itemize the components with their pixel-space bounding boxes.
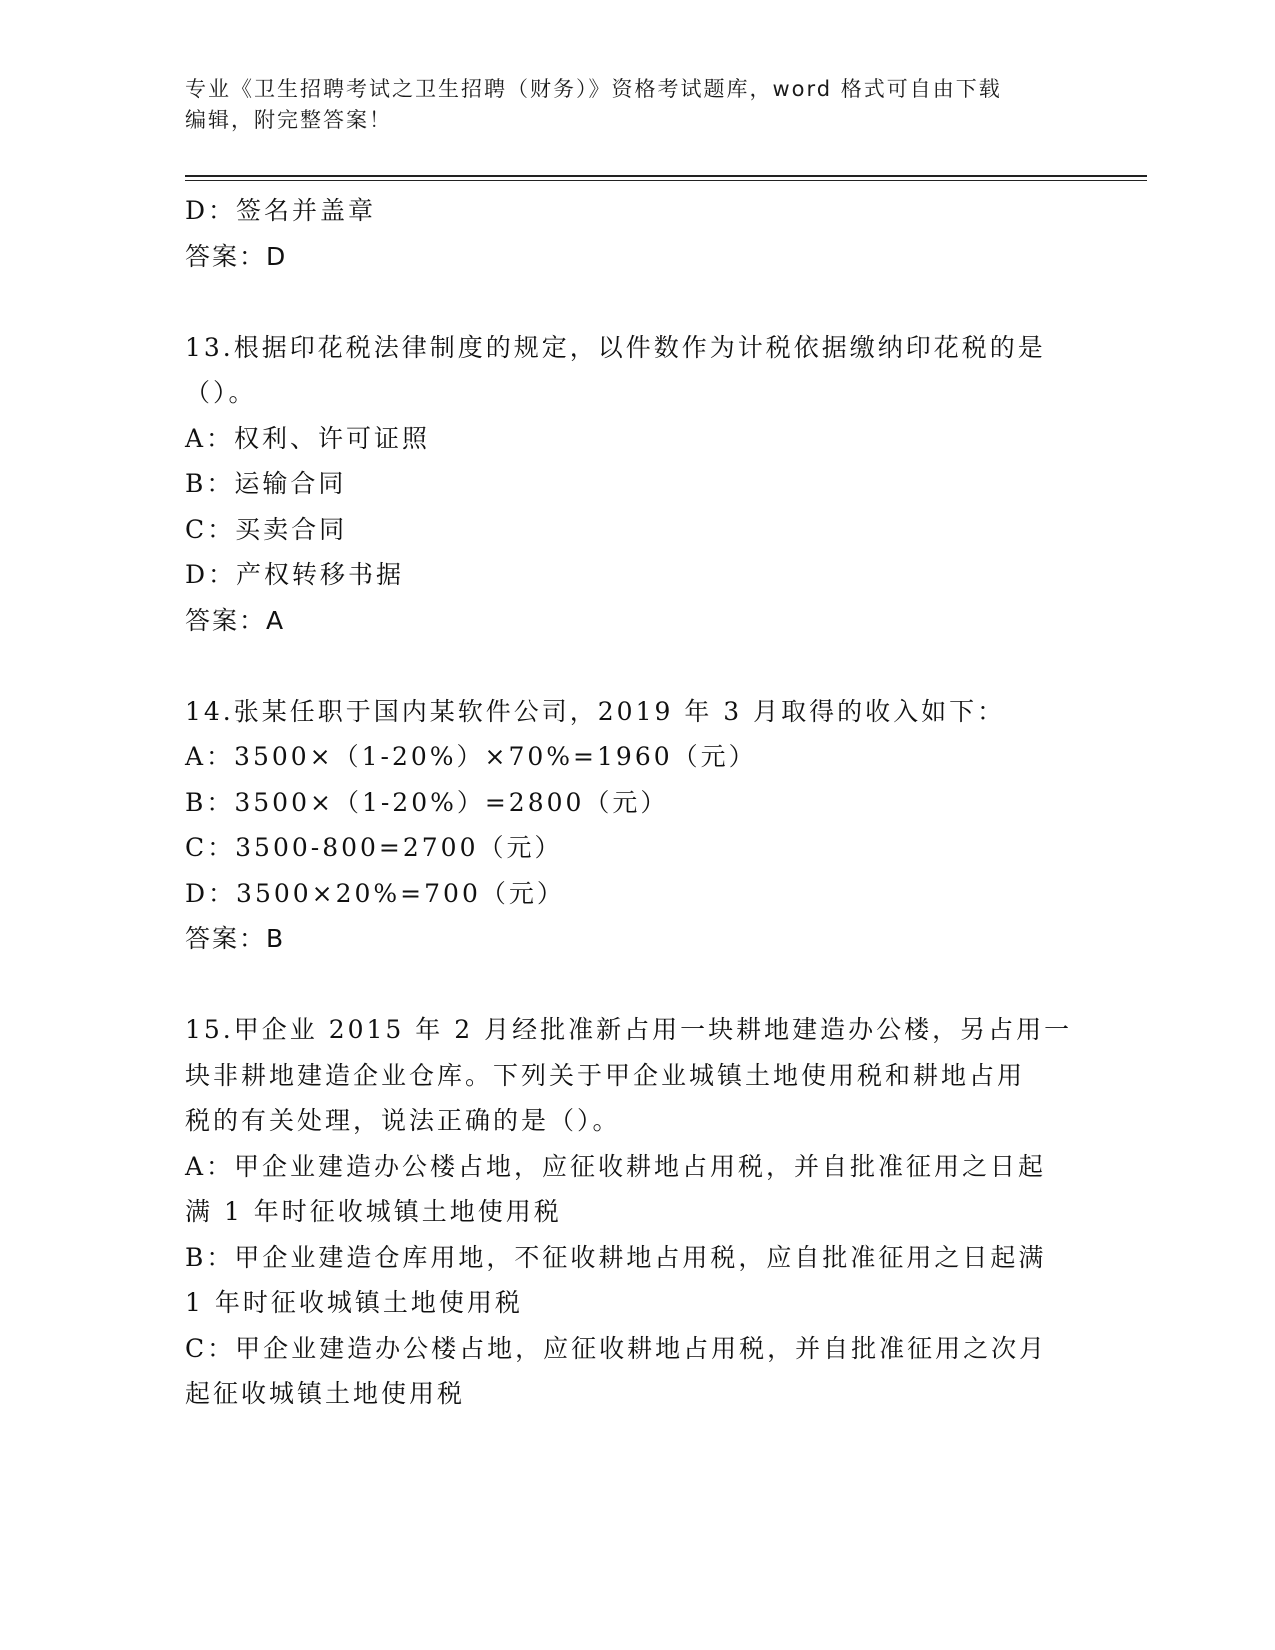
q14-option-c: C：3500-800=2700（元） bbox=[185, 833, 563, 862]
q13-stem-line-2: （）。 bbox=[185, 378, 257, 407]
q12-answer: 答案：D bbox=[185, 241, 288, 271]
q13-option-a: A：权利、许可证照 bbox=[185, 423, 431, 453]
q13-option-c: C：买卖合同 bbox=[185, 514, 348, 544]
q14-option-b: B：3500×（1-20%）=2800（元） bbox=[185, 787, 669, 817]
page-header bbox=[185, 74, 1085, 136]
question-15 bbox=[185, 1007, 1085, 1417]
q14-option-d: D：3500×20%=700（元） bbox=[185, 878, 565, 908]
spacer bbox=[185, 643, 1085, 689]
q14-stem: 14.张某任职于国内某软件公司，2019 年 3 月取得的收入如下： bbox=[185, 696, 1006, 726]
question-13 bbox=[185, 325, 1085, 644]
document-body bbox=[185, 188, 1085, 1417]
q13-option-b: B：运输合同 bbox=[185, 469, 347, 498]
header-rule-thick bbox=[185, 175, 1147, 177]
q15-option-c-line-1: C：甲企业建造办公楼占地，应征收耕地占用税，并自批准征用之次月 bbox=[185, 1333, 1048, 1363]
q15-stem-line-2: 块非耕地建造企业仓库。下列关于甲企业城镇土地使用税和耕地占用 bbox=[185, 1060, 1026, 1090]
q15-option-b-line-1: B：甲企业建造仓库用地，不征收耕地占用税，应自批准征用之日起满 bbox=[185, 1242, 1047, 1272]
spacer bbox=[185, 962, 1085, 1008]
q13-option-d: D：产权转移书据 bbox=[185, 560, 405, 589]
q15-option-a-line-2: 满 1 年时征收城镇土地使用税 bbox=[185, 1197, 562, 1226]
q15-option-b-line-2: 1 年时征收城镇土地使用税 bbox=[185, 1288, 523, 1317]
q14-answer: 答案：B bbox=[185, 924, 286, 953]
q15-stem-line-3: 税的有关处理，说法正确的是（）。 bbox=[185, 1106, 621, 1135]
q14-option-a: A：3500×（1-20%）×70%=1960（元） bbox=[185, 742, 757, 771]
header-line-2: 编辑，附完整答案！ bbox=[185, 108, 392, 132]
spacer bbox=[185, 279, 1085, 325]
q15-option-c-line-2: 起征收城镇土地使用税 bbox=[185, 1379, 466, 1408]
header-rule-thin bbox=[185, 180, 1147, 181]
q13-stem-line-1: 13.根据印花税法律制度的规定，以件数作为计税依据缴纳印花税的是 bbox=[185, 332, 1046, 362]
question-12-tail bbox=[185, 188, 1085, 279]
q15-option-a-line-1: A：甲企业建造办公楼占地，应征收耕地占用税，并自批准征用之日起 bbox=[185, 1151, 1047, 1181]
header-line-1: 专业《卫生招聘考试之卫生招聘（财务）》资格考试题库，word 格式可自由下载 bbox=[185, 77, 1002, 101]
question-14 bbox=[185, 689, 1085, 962]
q12-option-d: D：签名并盖章 bbox=[185, 196, 377, 225]
q15-stem-line-1: 15.甲企业 2015 年 2 月经批准新占用一块耕地建造办公楼，另占用一 bbox=[185, 1015, 1073, 1044]
q13-answer: 答案：A bbox=[185, 605, 286, 635]
